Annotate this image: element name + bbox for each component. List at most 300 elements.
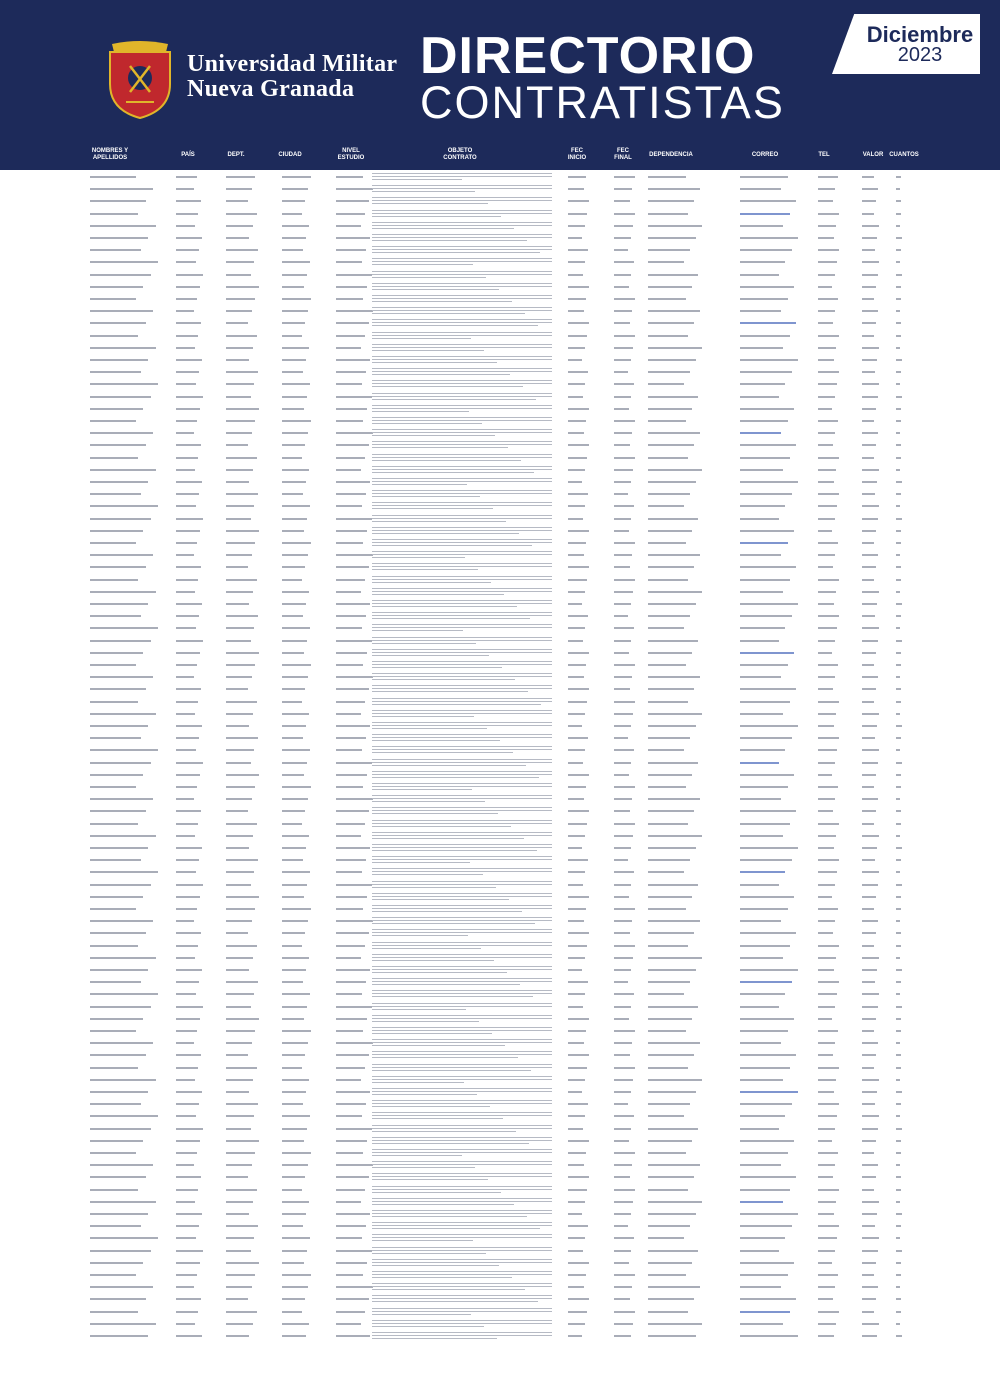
table-cell	[614, 1079, 633, 1081]
table-cell	[336, 786, 363, 788]
table-cell	[90, 737, 141, 739]
table-cell	[648, 896, 692, 898]
table-cell	[740, 481, 798, 483]
table-cell	[740, 1323, 783, 1325]
object-text-block	[372, 649, 552, 658]
table-row	[0, 270, 1000, 282]
table-cell	[614, 640, 631, 642]
table-cell	[648, 603, 696, 605]
table-cell	[818, 518, 835, 520]
table-cell	[818, 810, 833, 812]
table-cell	[336, 457, 365, 459]
table-cell	[862, 1298, 876, 1300]
object-text-block	[372, 368, 552, 377]
object-text-block	[372, 856, 552, 865]
table-cell	[740, 969, 798, 971]
table-cell	[226, 713, 253, 715]
object-text-block	[372, 356, 552, 365]
table-row	[0, 526, 1000, 538]
table-row	[0, 1160, 1000, 1172]
table-cell	[862, 676, 878, 678]
table-cell	[818, 408, 832, 410]
table-cell	[568, 810, 589, 812]
table-cell	[896, 1323, 900, 1325]
table-cell	[568, 359, 582, 361]
table-cell	[648, 664, 686, 666]
table-cell	[226, 371, 258, 373]
table-cell	[862, 652, 876, 654]
table-cell	[818, 847, 834, 849]
object-text-block	[372, 405, 552, 414]
table-row	[0, 453, 1000, 465]
table-cell	[336, 1323, 361, 1325]
table-cell	[614, 457, 635, 459]
table-cell	[336, 774, 367, 776]
table-row	[0, 819, 1000, 831]
table-cell	[336, 347, 361, 349]
table-cell	[176, 798, 194, 800]
table-cell	[282, 298, 311, 300]
table-row	[0, 575, 1000, 587]
table-cell	[282, 1103, 303, 1105]
table-cell	[818, 1140, 832, 1142]
table-cell	[740, 420, 788, 422]
table-cell	[282, 274, 307, 276]
table-cell	[818, 1128, 835, 1130]
table-cell	[896, 542, 901, 544]
table-row	[0, 514, 1000, 526]
table-cell	[862, 493, 875, 495]
table-cell	[336, 200, 369, 202]
table-cell	[90, 225, 156, 227]
table-cell	[896, 274, 902, 276]
table-cell	[568, 225, 585, 227]
table-cell	[648, 566, 694, 568]
table-cell	[90, 188, 153, 190]
table-cell	[282, 835, 309, 837]
table-row	[0, 1087, 1000, 1099]
table-cell	[740, 566, 796, 568]
table-cell	[282, 859, 303, 861]
header-ciudad: CIUDAD	[278, 152, 302, 158]
table-cell	[614, 908, 635, 910]
table-cell	[614, 298, 635, 300]
table-cell	[896, 1103, 901, 1105]
table-row	[0, 1246, 1000, 1258]
table-cell	[90, 823, 138, 825]
table-row	[0, 318, 1000, 330]
table-cell	[896, 615, 901, 617]
table-row	[0, 831, 1000, 843]
table-cell	[648, 1164, 700, 1166]
table-cell	[282, 1079, 309, 1081]
table-cell	[282, 1152, 311, 1154]
header-dependencia: DEPENDENCIA	[649, 152, 693, 158]
table-cell	[282, 1006, 307, 1008]
table-row	[0, 355, 1000, 367]
table-cell	[226, 286, 259, 288]
object-text-block	[372, 527, 552, 536]
table-cell	[568, 603, 582, 605]
table-row	[0, 794, 1000, 806]
table-cell	[862, 566, 876, 568]
table-cell	[176, 1006, 203, 1008]
table-cell	[336, 713, 361, 715]
table-row	[0, 941, 1000, 953]
object-text-block	[372, 490, 552, 499]
table-cell	[818, 286, 832, 288]
table-cell	[176, 1262, 200, 1264]
table-cell	[568, 701, 587, 703]
table-cell	[740, 664, 788, 666]
table-cell	[648, 542, 686, 544]
table-cell	[896, 1286, 900, 1288]
table-cell	[90, 261, 158, 263]
table-cell	[282, 518, 307, 520]
table-cell	[568, 444, 589, 446]
table-cell	[90, 1140, 143, 1142]
table-cell	[614, 383, 634, 385]
table-cell	[568, 1237, 585, 1239]
table-cell	[568, 188, 584, 190]
table-cell	[336, 871, 362, 873]
table-cell	[818, 1298, 833, 1300]
table-cell	[648, 371, 690, 373]
table-cell	[226, 993, 254, 995]
table-cell	[336, 1237, 362, 1239]
table-cell	[90, 932, 146, 934]
table-cell	[336, 1006, 372, 1008]
table-cell	[226, 1091, 249, 1093]
table-cell	[862, 371, 875, 373]
table-cell	[226, 701, 257, 703]
table-cell	[614, 1323, 633, 1325]
table-cell	[614, 1274, 635, 1276]
table-cell	[336, 823, 365, 825]
table-cell	[862, 957, 879, 959]
object-text-block	[372, 1222, 552, 1231]
table-cell	[862, 1140, 876, 1142]
table-cell	[226, 505, 254, 507]
table-cell	[90, 457, 138, 459]
table-cell	[568, 798, 584, 800]
table-cell	[568, 859, 588, 861]
table-cell	[614, 957, 633, 959]
table-cell	[862, 688, 876, 690]
table-cell	[862, 1176, 876, 1178]
table-row	[0, 1111, 1000, 1123]
table-cell	[614, 554, 632, 556]
table-cell	[896, 481, 902, 483]
table-cell	[90, 1152, 136, 1154]
table-cell	[282, 176, 311, 178]
table-cell	[568, 1128, 583, 1130]
table-cell	[176, 1164, 194, 1166]
table-cell	[896, 200, 901, 202]
table-cell	[740, 920, 781, 922]
table-cell	[896, 1091, 902, 1093]
table-row	[0, 343, 1000, 355]
table-cell	[818, 249, 839, 251]
table-cell	[896, 518, 902, 520]
table-cell	[176, 627, 196, 629]
table-cell	[282, 884, 307, 886]
table-cell	[90, 237, 148, 239]
table-cell	[282, 383, 310, 385]
table-cell	[336, 310, 373, 312]
table-cell	[818, 1335, 834, 1337]
object-text-block	[372, 710, 552, 719]
table-cell	[176, 176, 197, 178]
table-cell	[896, 603, 902, 605]
table-cell	[896, 1152, 901, 1154]
table-cell	[896, 1176, 901, 1178]
table-cell	[818, 481, 834, 483]
object-text-block	[372, 1332, 552, 1341]
table-cell	[568, 1018, 589, 1020]
table-cell	[818, 1311, 839, 1313]
table-cell	[740, 200, 796, 202]
table-cell	[336, 1091, 370, 1093]
table-cell	[648, 335, 688, 337]
table-cell	[282, 249, 303, 251]
table-cell	[226, 444, 248, 446]
table-cell	[336, 920, 373, 922]
object-text-block	[372, 795, 552, 804]
table-cell	[90, 530, 143, 532]
table-cell	[740, 1298, 796, 1300]
table-cell	[818, 591, 836, 593]
table-cell	[862, 457, 874, 459]
table-cell	[740, 1225, 792, 1227]
table-cell	[90, 396, 151, 398]
table-row	[0, 1331, 1000, 1343]
object-text-block	[372, 393, 552, 402]
table-cell	[614, 1176, 630, 1178]
table-cell	[896, 1189, 901, 1191]
table-cell	[740, 335, 790, 337]
table-cell	[862, 176, 874, 178]
table-cell	[896, 627, 900, 629]
table-cell	[862, 1054, 876, 1056]
table-cell	[614, 1042, 632, 1044]
table-cell	[862, 810, 876, 812]
table-cell	[90, 249, 141, 251]
table-cell	[336, 237, 370, 239]
table-cell	[226, 347, 253, 349]
table-row	[0, 1075, 1000, 1087]
table-cell	[648, 945, 688, 947]
table-cell	[740, 274, 779, 276]
table-cell	[176, 1103, 199, 1105]
table-cell	[176, 298, 197, 300]
table-cell	[90, 908, 136, 910]
table-cell	[226, 932, 248, 934]
table-cell	[740, 896, 794, 898]
table-cell	[176, 1128, 203, 1130]
table-cell	[90, 871, 158, 873]
table-cell	[896, 225, 900, 227]
table-cell	[226, 542, 255, 544]
table-cell	[226, 322, 248, 324]
table-cell	[176, 762, 203, 764]
table-cell	[896, 1067, 901, 1069]
table-cell	[336, 469, 361, 471]
table-cell	[740, 1152, 788, 1154]
table-cell	[568, 1006, 583, 1008]
table-cell	[862, 896, 876, 898]
table-cell	[90, 1054, 146, 1056]
table-cell	[862, 213, 874, 215]
table-cell	[862, 945, 874, 947]
table-row	[0, 928, 1000, 940]
table-row	[0, 392, 1000, 404]
object-text-block	[372, 807, 552, 816]
table-cell	[648, 981, 690, 983]
table-cell	[568, 566, 589, 568]
table-cell	[862, 1115, 879, 1117]
table-cell	[226, 432, 252, 434]
table-cell	[282, 1298, 305, 1300]
table-cell	[226, 200, 248, 202]
table-cell	[648, 1115, 684, 1117]
object-text-block	[372, 612, 552, 621]
table-cell	[740, 786, 788, 788]
table-cell	[176, 786, 197, 788]
table-cell	[862, 1103, 875, 1105]
table-cell	[282, 1311, 302, 1313]
table-cell	[740, 1286, 781, 1288]
table-cell	[896, 213, 901, 215]
table-cell	[226, 615, 258, 617]
table-cell	[818, 701, 839, 703]
table-cell	[226, 1079, 253, 1081]
table-cell	[176, 1201, 195, 1203]
table-cell	[176, 420, 197, 422]
table-cell	[614, 1140, 629, 1142]
table-cell	[568, 615, 588, 617]
table-cell	[226, 1237, 254, 1239]
table-cell	[648, 762, 698, 764]
table-cell	[336, 749, 362, 751]
table-cell	[896, 688, 901, 690]
table-cell	[818, 1176, 833, 1178]
table-cell	[336, 701, 365, 703]
object-text-block	[372, 1173, 552, 1182]
table-cell	[568, 554, 584, 556]
object-text-block	[372, 478, 552, 487]
table-cell	[568, 762, 583, 764]
table-cell	[896, 1225, 901, 1227]
table-cell	[176, 1030, 197, 1032]
table-cell	[862, 615, 875, 617]
table-cell	[568, 347, 585, 349]
table-cell	[336, 371, 366, 373]
table-cell	[614, 981, 628, 983]
object-text-block	[372, 893, 552, 902]
table-cell	[740, 444, 796, 446]
table-cell	[568, 1091, 582, 1093]
table-cell	[648, 1091, 696, 1093]
table-cell	[336, 530, 367, 532]
table-cell	[282, 993, 310, 995]
table-cell	[336, 1225, 366, 1227]
table-cell	[818, 823, 839, 825]
table-cell	[568, 749, 585, 751]
object-text-block	[372, 210, 552, 219]
table-cell	[614, 1018, 629, 1020]
table-cell	[740, 1018, 794, 1020]
table-cell	[336, 981, 366, 983]
table-cell	[896, 859, 901, 861]
table-cell	[614, 371, 628, 373]
table-cell	[568, 896, 589, 898]
table-cell	[176, 1323, 195, 1325]
object-text-block	[372, 563, 552, 572]
table-row	[0, 501, 1000, 513]
table-cell	[648, 530, 692, 532]
table-cell	[862, 786, 874, 788]
object-text-block	[372, 1027, 552, 1036]
table-cell	[896, 1079, 900, 1081]
table-row	[0, 1124, 1000, 1136]
table-cell	[862, 359, 877, 361]
table-cell	[90, 749, 158, 751]
table-cell	[896, 762, 902, 764]
table-cell	[90, 469, 156, 471]
table-cell	[740, 457, 790, 459]
table-cell	[614, 1335, 631, 1337]
table-cell	[282, 1018, 304, 1020]
table-cell	[614, 396, 631, 398]
table-row	[0, 562, 1000, 574]
table-cell	[176, 505, 196, 507]
table-row	[0, 282, 1000, 294]
table-cell	[226, 640, 251, 642]
table-cell	[282, 591, 309, 593]
table-cell	[818, 1189, 839, 1191]
table-row	[0, 587, 1000, 599]
table-cell	[176, 371, 199, 373]
table-cell	[896, 969, 902, 971]
table-row	[0, 257, 1000, 269]
table-cell	[176, 871, 196, 873]
table-cell	[740, 871, 785, 873]
table-cell	[740, 859, 792, 861]
table-cell	[226, 1054, 248, 1056]
table-cell	[862, 408, 876, 410]
table-cell	[648, 737, 690, 739]
table-cell	[648, 932, 694, 934]
table-cell	[176, 1140, 200, 1142]
table-cell	[176, 444, 201, 446]
table-cell	[176, 237, 202, 239]
table-cell	[226, 1213, 249, 1215]
table-cell	[568, 1140, 589, 1142]
table-cell	[176, 676, 194, 678]
table-row	[0, 221, 1000, 233]
table-cell	[648, 835, 702, 837]
table-row	[0, 855, 1000, 867]
table-cell	[176, 640, 203, 642]
table-cell	[862, 1006, 878, 1008]
table-cell	[614, 1006, 631, 1008]
object-text-block	[372, 319, 552, 328]
table-cell	[90, 274, 151, 276]
table-cell	[176, 810, 201, 812]
table-cell	[226, 237, 249, 239]
table-cell	[648, 701, 688, 703]
